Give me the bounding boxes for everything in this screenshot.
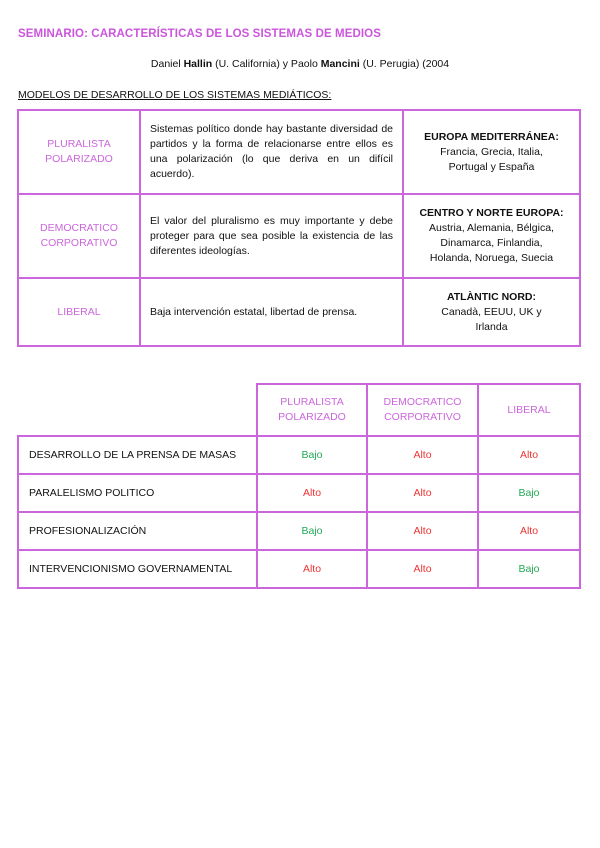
model-region-cell [403, 194, 580, 278]
column-header [367, 384, 478, 436]
model-label-line: LIBERAL [57, 305, 101, 318]
rating-cell: Alto [367, 512, 478, 550]
region-line: Canadà, EEUU, UK y [441, 305, 542, 318]
empty-corner-cell [18, 384, 257, 436]
row-label: PARALELISMO POLITICO [18, 474, 257, 512]
row-label: DESARROLLO DE LA PRENSA DE MASAS [18, 436, 257, 474]
column-header-line: LIBERAL [507, 403, 551, 416]
comparison-header-row [18, 384, 580, 436]
model-label-line: CORPORATIVO [40, 237, 118, 249]
rating-cell: Alto [257, 550, 367, 588]
rating-cell: Alto [478, 436, 580, 474]
region-line: Irlanda [475, 320, 508, 333]
model-label-cell [18, 194, 140, 278]
model-row [18, 194, 580, 278]
authors-line [0, 58, 600, 70]
comparison-table [17, 383, 581, 589]
model-region-cell [403, 278, 580, 346]
model-description: Baja intervención estatal, libertad de prensa. [140, 278, 403, 346]
model-label-line: PLURALISTA [47, 138, 111, 150]
row-label: PROFESIONALIZACIÓN [18, 512, 257, 550]
region-title: EUROPA MEDITERRÁNEA: [424, 130, 559, 143]
model-label-line: DEMOCRATICO [40, 222, 118, 234]
region-line: Holanda, Noruega, Suecia [429, 252, 554, 264]
author2-affiliation: (U. Perugia) (2004 [359, 58, 450, 70]
region-line: Dinamarca, Finlandia, [440, 237, 543, 249]
model-region-cell [403, 110, 580, 194]
author1-last-name: Hallin [183, 58, 213, 70]
rating-cell: Bajo [257, 436, 367, 474]
rating-cell: Alto [367, 474, 478, 512]
column-header-line: POLARIZADO [278, 411, 346, 423]
rating-cell: Bajo [478, 474, 580, 512]
comparison-row [18, 512, 580, 550]
document-title: SEMINARIO: CARACTERÍSTICAS DE LOS SISTEMAS DE MEDIOS [18, 28, 382, 40]
region-line: Portugal y España [448, 160, 535, 173]
models-table [17, 109, 581, 347]
rating-cell: Bajo [478, 550, 580, 588]
model-description: Sistemas político donde hay bastante diversidad de partidos y la forma de relacionarse entre ellos es una polarización (lo que deriva en un difícil acuerdo). [140, 110, 403, 194]
region-title: CENTRO Y NORTE EUROPA: [419, 207, 564, 219]
row-label: INTERVENCIONISMO GOVERNAMENTAL [18, 550, 257, 588]
author2-last-name: Mancini [320, 58, 360, 70]
author1-first-name: Daniel [150, 58, 184, 70]
column-header-line: PLURALISTA [280, 396, 344, 408]
rating-cell: Alto [478, 512, 580, 550]
rating-cell: Bajo [257, 512, 367, 550]
rating-cell: Alto [367, 436, 478, 474]
model-description: El valor del pluralismo es muy importante y debe proteger para que sea posible la existencia de las diferentes ideologías. [140, 194, 403, 278]
region-line: Austria, Alemania, Bélgica, [429, 222, 554, 234]
rating-cell: Alto [367, 550, 478, 588]
column-header [257, 384, 367, 436]
column-header-line: CORPORATIVO [384, 411, 461, 423]
comparison-row [18, 474, 580, 512]
model-row [18, 278, 580, 346]
column-header [478, 384, 580, 436]
model-row [18, 110, 580, 194]
model-label-cell [18, 278, 140, 346]
model-label-line: POLARIZADO [45, 153, 113, 165]
comparison-row [18, 436, 580, 474]
section-subheading: MODELOS DE DESARROLLO DE LOS SISTEMAS MEDIÁTICOS: [18, 89, 332, 101]
author1-affiliation: (U. California) y Paolo [212, 58, 321, 70]
column-header-line: DEMOCRATICO [383, 396, 462, 408]
region-title: ATLÀNTIC NORD: [446, 290, 537, 303]
model-label-cell [18, 110, 140, 194]
comparison-row [18, 550, 580, 588]
region-line: Francia, Grecia, Italia, [440, 145, 543, 158]
rating-cell: Alto [257, 474, 367, 512]
